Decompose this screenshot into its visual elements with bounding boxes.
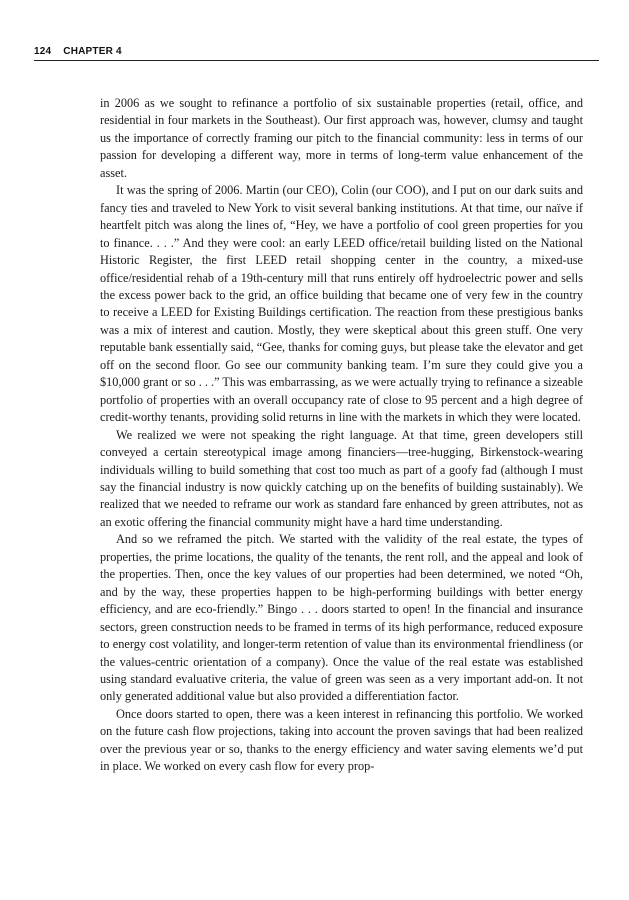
paragraph-5: Once doors started to open, there was a keen interest in refinancing this portfolio. We worked on the future cash flow projections, taking into account the proven savings that had been realized over the previous year or so, thanks to the energy efficiency and water saving elements we’d put in place. We worked on every cash flow for every prop- [100, 706, 583, 774]
paragraph-4: And so we reframed the pitch. We started with the validity of the real estate, the types of properties, the prime locations, the quality of the tenants, the rent roll, and the appeal and look of the properties. Then, once the key values of our properties had been determined, we noted “Oh, and by the way, these properties happen to be high-performing buildings with better energy efficiency, and are eco-friendly.” Bingo . . . doors started to open! In the financial and insurance sectors, green construction needs to be framed in terms of its high performance, reduced exposure to energy cost volatility, and longer-term retention of value than its environmental friendliness (or the values-centric orientation of a company). Once the value of the real estate was established using standard evaluative criteria, the value of green was seen as a very important add-on. It not only generated additional value but also provided a differentiation factor. [100, 532, 583, 704]
paragraph-2: It was the spring of 2006. Martin (our CEO), Colin (our COO), and I put on our dark suits and fancy ties and traveled to New York to visit several banking institutions. At that time, our naïve if heartfelt pitch was along the lines of, “Hey, we have a portfolio of cool green properties for you to finance. . . .” And they were cool: an early LEED office/retail building listed on the National Historic Register, the first LEED retail shopping center in the country, a mixed-use office/residential rehab of a 19th-century mill that runs entirely off hydroelectric power and sells the excess power back to the grid, an office building that became one of very few in the country to receive a LEED for Existing Buildings certification. The reaction from these prestigious banks was a mix of interest and caution. Mostly, they were skeptical about this green stuff. One very reputable bank essentially said, “Gee, thanks for coming guys, but please take the elevator and get off on the second floor. Go see our community banking team. I’m sure they could give you a $10,000 grant or so . . .” This was embarrassing, as we were actually trying to refinance a sizeable portfolio of properties with an overall occupancy rate of close to 95 percent and a high degree of credit-worthy tenants, providing solid returns in line with the markets in which they were located. [100, 183, 583, 425]
paragraph-3: We realized we were not speaking the right language. At that time, green developers still conveyed a certain stereotypical image among financiers—tree-hugging, Birkenstock-wearing individuals willing to build something that cost too much as part of a goofy fad (although I must say the financial industry is now quickly catching up on the benefits of building sustainably). We realized that we needed to reframe our work as standard fare enhanced by green attributes, not as an exotic offering the financial community might have a hard time understanding. [100, 427, 583, 529]
running-head [34, 46, 599, 61]
chapter-label: CHAPTER 4 [63, 46, 122, 57]
page-number: 124 [34, 46, 52, 57]
body-text [100, 95, 583, 776]
paragraph-1: in 2006 as we sought to refinance a portfolio of six sustainable properties (retail, office, and residential in four markets in the Southeast). Our first approach was, however, clumsy and taught us the importance of correctly framing our pitch to the financial community: less in terms of our passion for developing a different way, more in terms of long-term value enhancement of the asset. [100, 96, 583, 180]
